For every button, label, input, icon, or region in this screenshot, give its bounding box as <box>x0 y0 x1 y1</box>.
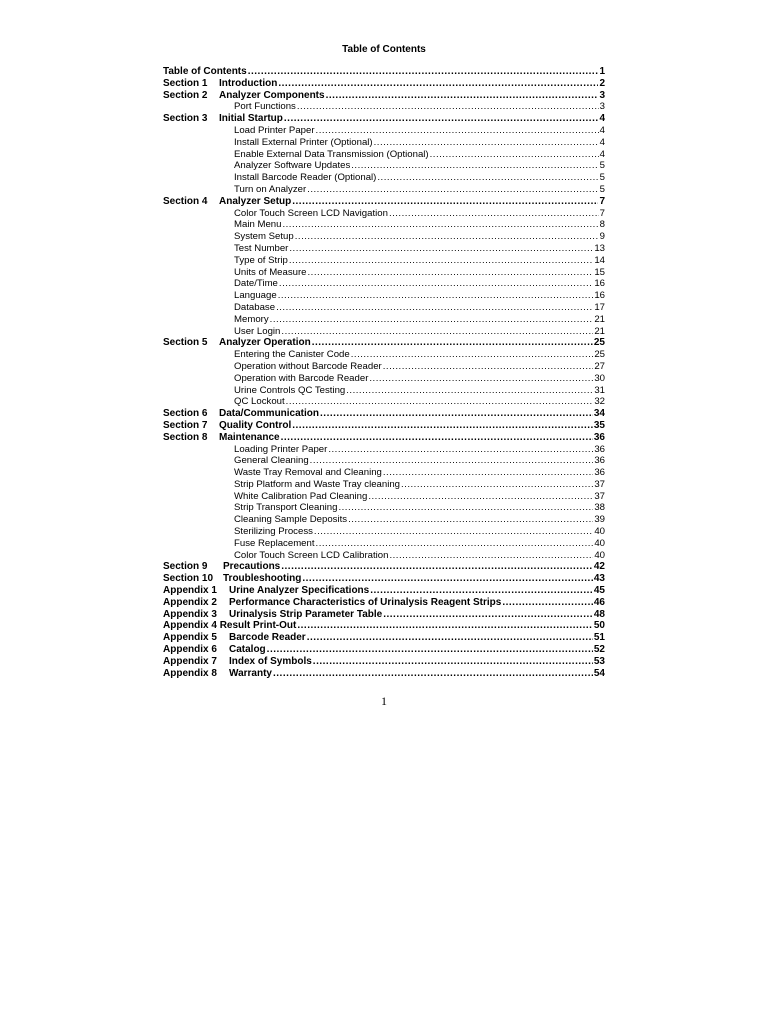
toc-leader-dots <box>292 196 598 208</box>
toc-leader-dots <box>368 491 593 503</box>
toc-entry-page: 32 <box>594 396 605 408</box>
toc-entry-title: Operation without Barcode Reader <box>234 360 382 372</box>
toc-entry-page: 3 <box>599 101 605 113</box>
toc-entry-prefix: Appendix 1 <box>163 585 217 597</box>
toc-entry-prefix: Appendix 4 <box>163 620 217 632</box>
toc-entry-title: Loading Printer Paper <box>234 443 328 455</box>
toc-leader-dots <box>297 101 599 113</box>
toc-leader-dots <box>289 243 593 255</box>
toc-entry-page: 16 <box>594 290 605 302</box>
toc-subsection-entry[interactable] <box>163 455 605 467</box>
toc-section-entry[interactable] <box>163 668 605 680</box>
toc-entry-page: 36 <box>594 455 605 467</box>
page-title: Table of Contents <box>342 44 426 55</box>
toc-entry-page: 1 <box>599 66 605 77</box>
toc-leader-dots <box>297 620 593 632</box>
toc-subsection-entry[interactable] <box>163 184 605 196</box>
toc-leader-dots <box>307 184 598 196</box>
toc-entry-title: Color Touch Screen LCD Navigation <box>234 207 388 219</box>
toc-entry-title: White Calibration Pad Cleaning <box>234 490 368 502</box>
toc-subsection-entry[interactable] <box>163 231 605 243</box>
toc-subsection-entry[interactable] <box>163 491 605 503</box>
toc-entry-page: 16 <box>594 278 605 290</box>
toc-entry-page: 39 <box>594 514 605 526</box>
toc-subsection-entry[interactable] <box>163 550 605 562</box>
toc-entry-page: 4 <box>599 124 605 136</box>
toc-subsection-entry[interactable] <box>163 125 605 137</box>
toc-section-entry[interactable] <box>163 644 605 656</box>
toc-subsection-entry[interactable] <box>163 302 605 314</box>
toc-subsection-entry[interactable] <box>163 243 605 255</box>
toc-section-entry[interactable] <box>163 78 605 90</box>
toc-entry-prefix: Appendix 8 <box>163 667 217 679</box>
toc-subsection-entry[interactable] <box>163 514 605 526</box>
toc-leader-dots <box>430 149 599 161</box>
toc-section-entry[interactable] <box>163 66 605 78</box>
toc-entry-page: 4 <box>599 113 605 125</box>
toc-entry-title: Operation with Barcode Reader <box>234 372 369 384</box>
toc-subsection-entry[interactable] <box>163 479 605 491</box>
toc-entry-title: Main Menu <box>234 219 282 231</box>
toc-section-entry[interactable] <box>163 620 605 632</box>
toc-entry-page: 5 <box>599 183 605 195</box>
toc-entry-prefix: Section 5 <box>163 337 208 349</box>
toc-leader-dots <box>267 644 593 656</box>
toc-entry-title: Result Print-Out <box>219 620 297 632</box>
toc-leader-dots <box>377 172 598 184</box>
toc-entry-page: 48 <box>593 608 605 620</box>
toc-entry-title: Barcode Reader <box>229 632 306 644</box>
toc-entry-page: 5 <box>599 172 605 184</box>
toc-entry-page: 40 <box>594 549 605 561</box>
toc-entry-page: 30 <box>594 372 605 384</box>
toc-leader-dots <box>273 668 593 680</box>
toc-entry-title: Cleaning Sample Deposits <box>234 514 348 526</box>
toc-entry-page: 38 <box>594 502 605 514</box>
toc-section-entry[interactable] <box>163 632 605 644</box>
toc-entry-page: 40 <box>594 537 605 549</box>
toc-leader-dots <box>286 396 594 408</box>
toc-section-entry[interactable] <box>163 573 605 585</box>
toc-leader-dots <box>278 290 594 302</box>
toc-leader-dots <box>389 550 593 562</box>
toc-entry-title: Urine Analyzer Specifications <box>229 585 370 597</box>
toc-leader-dots <box>383 609 593 621</box>
toc-leader-dots <box>302 573 593 585</box>
toc-subsection-entry[interactable] <box>163 219 605 231</box>
toc-entry-page: 53 <box>593 655 605 667</box>
toc-entry-title: Performance Characteristics of Urinalysis Reagent Strips <box>229 596 502 608</box>
toc-leader-dots <box>282 219 598 231</box>
toc-section-entry[interactable] <box>163 585 605 597</box>
toc-entry-title: Quality Control <box>219 419 292 431</box>
toc-entry-title: Port Functions <box>234 101 296 113</box>
toc-subsection-entry[interactable] <box>163 137 605 149</box>
toc-subsection-entry[interactable] <box>163 526 605 538</box>
toc-subsection-entry[interactable] <box>163 255 605 267</box>
toc-entry-title: Precautions <box>223 561 281 573</box>
toc-leader-dots <box>383 361 594 373</box>
toc-leader-dots <box>348 514 593 526</box>
toc-entry-title: Maintenance <box>219 431 280 443</box>
toc-entry-page: 4 <box>599 148 605 160</box>
toc-leader-dots <box>279 278 593 290</box>
toc-entry-title: Catalog <box>229 644 266 656</box>
toc-entry-title: Enable External Data Transmission (Optional) <box>234 148 429 160</box>
toc-leader-dots <box>307 632 593 644</box>
toc-entry-page: 37 <box>594 478 605 490</box>
toc-entry-title: Database <box>234 301 276 313</box>
toc-leader-dots <box>310 455 594 467</box>
toc-entry-title: Data/Communication <box>219 408 320 420</box>
toc-subsection-entry[interactable] <box>163 349 605 361</box>
toc-entry-prefix: Section 1 <box>163 77 208 89</box>
toc-leader-dots <box>502 597 593 609</box>
toc-entry-title: Install Barcode Reader (Optional) <box>234 172 377 184</box>
toc-entry-title: Memory <box>234 313 269 325</box>
toc-entry-title: Urine Controls QC Testing <box>234 384 346 396</box>
toc-leader-dots <box>351 349 594 361</box>
toc-entry-title: Initial Startup <box>219 113 283 125</box>
toc-entry-prefix: Section 6 <box>163 408 208 420</box>
toc-entry-title: Analyzer Operation <box>219 337 311 349</box>
toc-entry-page: 36 <box>594 467 605 479</box>
toc-subsection-entry[interactable] <box>163 326 605 338</box>
toc-leader-dots <box>281 432 593 444</box>
toc-entry-page: 42 <box>593 561 605 573</box>
toc-entry-page: 17 <box>594 301 605 313</box>
toc-leader-dots <box>289 255 593 267</box>
toc-entry-prefix: Section 2 <box>163 89 208 101</box>
toc-entry-page: 25 <box>593 337 605 349</box>
toc-entry-title: Entering the Canister Code <box>234 349 350 361</box>
toc-entry-page: 21 <box>594 313 605 325</box>
toc-entry-title: Type of Strip <box>234 254 288 266</box>
toc-entry-prefix: Section 7 <box>163 419 208 431</box>
toc-leader-dots <box>316 538 594 550</box>
toc-entry-title: Turn on Analyzer <box>234 183 307 195</box>
toc-section-entry[interactable] <box>163 90 605 102</box>
toc-leader-dots <box>320 408 593 420</box>
toc-leader-dots <box>369 373 593 385</box>
toc-leader-dots <box>270 314 594 326</box>
toc-entry-title: Analyzer Setup <box>219 195 292 207</box>
toc-subsection-entry[interactable] <box>163 314 605 326</box>
toc-entry-prefix: Section 4 <box>163 195 208 207</box>
toc-section-entry[interactable] <box>163 561 605 573</box>
toc-entry-page: 9 <box>599 231 605 243</box>
toc-leader-dots <box>351 160 598 172</box>
toc-entry-title: System Setup <box>234 231 294 243</box>
toc-subsection-entry[interactable] <box>163 385 605 397</box>
toc-section-entry[interactable] <box>163 432 605 444</box>
toc-entry-title: Fuse Replacement <box>234 537 315 549</box>
toc-leader-dots <box>312 337 593 349</box>
toc-section-entry[interactable] <box>163 337 605 349</box>
toc-entry-title: Install External Printer (Optional) <box>234 136 373 148</box>
toc-entry-title: Date/Time <box>234 278 278 290</box>
toc-entry-prefix: Appendix 6 <box>163 644 217 656</box>
toc-entry-title: General Cleaning <box>234 455 309 467</box>
toc-entry-prefix: Section 9 <box>163 561 208 573</box>
toc-entry-page: 14 <box>594 254 605 266</box>
toc-entry-page: 54 <box>593 667 605 679</box>
toc-entry-title: Introduction <box>219 77 278 89</box>
table-of-contents <box>163 66 605 679</box>
page-number: 1 <box>381 694 387 708</box>
toc-entry-page: 5 <box>599 160 605 172</box>
toc-entry-page: 27 <box>594 360 605 372</box>
toc-leader-dots <box>389 208 599 220</box>
toc-entry-prefix: Section 8 <box>163 431 208 443</box>
toc-subsection-entry[interactable] <box>163 467 605 479</box>
toc-entry-title: Table of Contents <box>163 66 247 77</box>
toc-entry-page: 45 <box>593 585 605 597</box>
toc-entry-page: 35 <box>593 419 605 431</box>
toc-section-entry[interactable] <box>163 196 605 208</box>
toc-entry-page: 46 <box>593 596 605 608</box>
toc-entry-title: Sterilizing Process <box>234 526 313 538</box>
toc-entry-page: 3 <box>599 89 605 101</box>
toc-leader-dots <box>401 479 593 491</box>
toc-entry-page: 2 <box>599 77 605 89</box>
toc-section-entry[interactable] <box>163 597 605 609</box>
toc-leader-dots <box>346 385 593 397</box>
toc-entry-page: 34 <box>593 408 605 420</box>
toc-entry-page: 25 <box>594 349 605 361</box>
toc-entry-page: 37 <box>594 490 605 502</box>
toc-subsection-entry[interactable] <box>163 208 605 220</box>
toc-entry-title: Strip Transport Cleaning <box>234 502 338 514</box>
toc-entry-page: 40 <box>594 526 605 538</box>
toc-entry-title: Language <box>234 290 277 302</box>
toc-leader-dots <box>314 526 593 538</box>
toc-subsection-entry[interactable] <box>163 444 605 456</box>
toc-subsection-entry[interactable] <box>163 278 605 290</box>
toc-entry-title: Analyzer Components <box>219 89 325 101</box>
toc-leader-dots <box>374 137 599 149</box>
toc-subsection-entry[interactable] <box>163 267 605 279</box>
toc-entry-title: Test Number <box>234 242 289 254</box>
toc-entry-prefix: Appendix 5 <box>163 632 217 644</box>
toc-leader-dots <box>281 561 593 573</box>
toc-entry-page: 43 <box>593 573 605 585</box>
toc-entry-page: 50 <box>593 620 605 632</box>
toc-entry-prefix: Appendix 3 <box>163 608 217 620</box>
toc-entry-page: 4 <box>599 136 605 148</box>
toc-leader-dots <box>281 326 593 338</box>
toc-section-entry[interactable] <box>163 113 605 125</box>
toc-entry-title: Analyzer Software Updates <box>234 160 351 172</box>
toc-entry-page: 15 <box>594 266 605 278</box>
toc-entry-title: Warranty <box>229 667 272 679</box>
toc-leader-dots <box>326 90 599 102</box>
toc-entry-page: 7 <box>599 195 605 207</box>
toc-entry-page: 36 <box>593 431 605 443</box>
toc-entry-page: 21 <box>594 325 605 337</box>
toc-entry-prefix: Section 10 <box>163 573 214 585</box>
toc-leader-dots <box>338 502 593 514</box>
toc-section-entry[interactable] <box>163 609 605 621</box>
toc-entry-title: QC Lockout <box>234 396 285 408</box>
toc-entry-prefix: Appendix 2 <box>163 596 217 608</box>
toc-subsection-entry[interactable] <box>163 149 605 161</box>
toc-leader-dots <box>313 656 593 668</box>
toc-subsection-entry[interactable] <box>163 361 605 373</box>
toc-leader-dots <box>278 78 598 90</box>
toc-leader-dots <box>284 113 599 125</box>
toc-entry-page: 8 <box>599 219 605 231</box>
toc-subsection-entry[interactable] <box>163 101 605 113</box>
toc-subsection-entry[interactable] <box>163 396 605 408</box>
toc-entry-prefix: Section 3 <box>163 113 208 125</box>
toc-entry-page: 13 <box>594 242 605 254</box>
toc-leader-dots <box>328 444 593 456</box>
toc-entry-title: Index of Symbols <box>229 655 312 667</box>
toc-section-entry[interactable] <box>163 420 605 432</box>
toc-subsection-entry[interactable] <box>163 172 605 184</box>
toc-entry-title: Urinalysis Strip Parameter Table <box>229 608 383 620</box>
toc-entry-prefix: Appendix 7 <box>163 655 217 667</box>
toc-subsection-entry[interactable] <box>163 290 605 302</box>
toc-entry-title: User Login <box>234 325 281 337</box>
toc-entry-page: 52 <box>593 644 605 656</box>
toc-entry-title: Load Printer Paper <box>234 124 315 136</box>
toc-leader-dots <box>295 231 599 243</box>
toc-entry-title: Strip Platform and Waste Tray cleaning <box>234 478 401 490</box>
toc-entry-title: Waste Tray Removal and Cleaning <box>234 467 382 479</box>
toc-subsection-entry[interactable] <box>163 538 605 550</box>
toc-entry-page: 7 <box>599 207 605 219</box>
toc-leader-dots <box>292 420 593 432</box>
toc-entry-title: Color Touch Screen LCD Calibration <box>234 549 389 561</box>
toc-entry-page: 31 <box>594 384 605 396</box>
toc-entry-page: 36 <box>594 443 605 455</box>
toc-entry-page: 51 <box>593 632 605 644</box>
toc-leader-dots <box>248 66 599 78</box>
toc-subsection-entry[interactable] <box>163 502 605 514</box>
toc-leader-dots <box>308 267 594 279</box>
toc-entry-title: Troubleshooting <box>223 573 302 585</box>
toc-section-entry[interactable] <box>163 656 605 668</box>
toc-section-entry[interactable] <box>163 408 605 420</box>
toc-leader-dots <box>370 585 593 597</box>
toc-subsection-entry[interactable] <box>163 373 605 385</box>
toc-entry-title: Units of Measure <box>234 266 307 278</box>
toc-leader-dots <box>316 125 599 137</box>
toc-leader-dots <box>383 467 593 479</box>
toc-subsection-entry[interactable] <box>163 160 605 172</box>
toc-leader-dots <box>276 302 593 314</box>
